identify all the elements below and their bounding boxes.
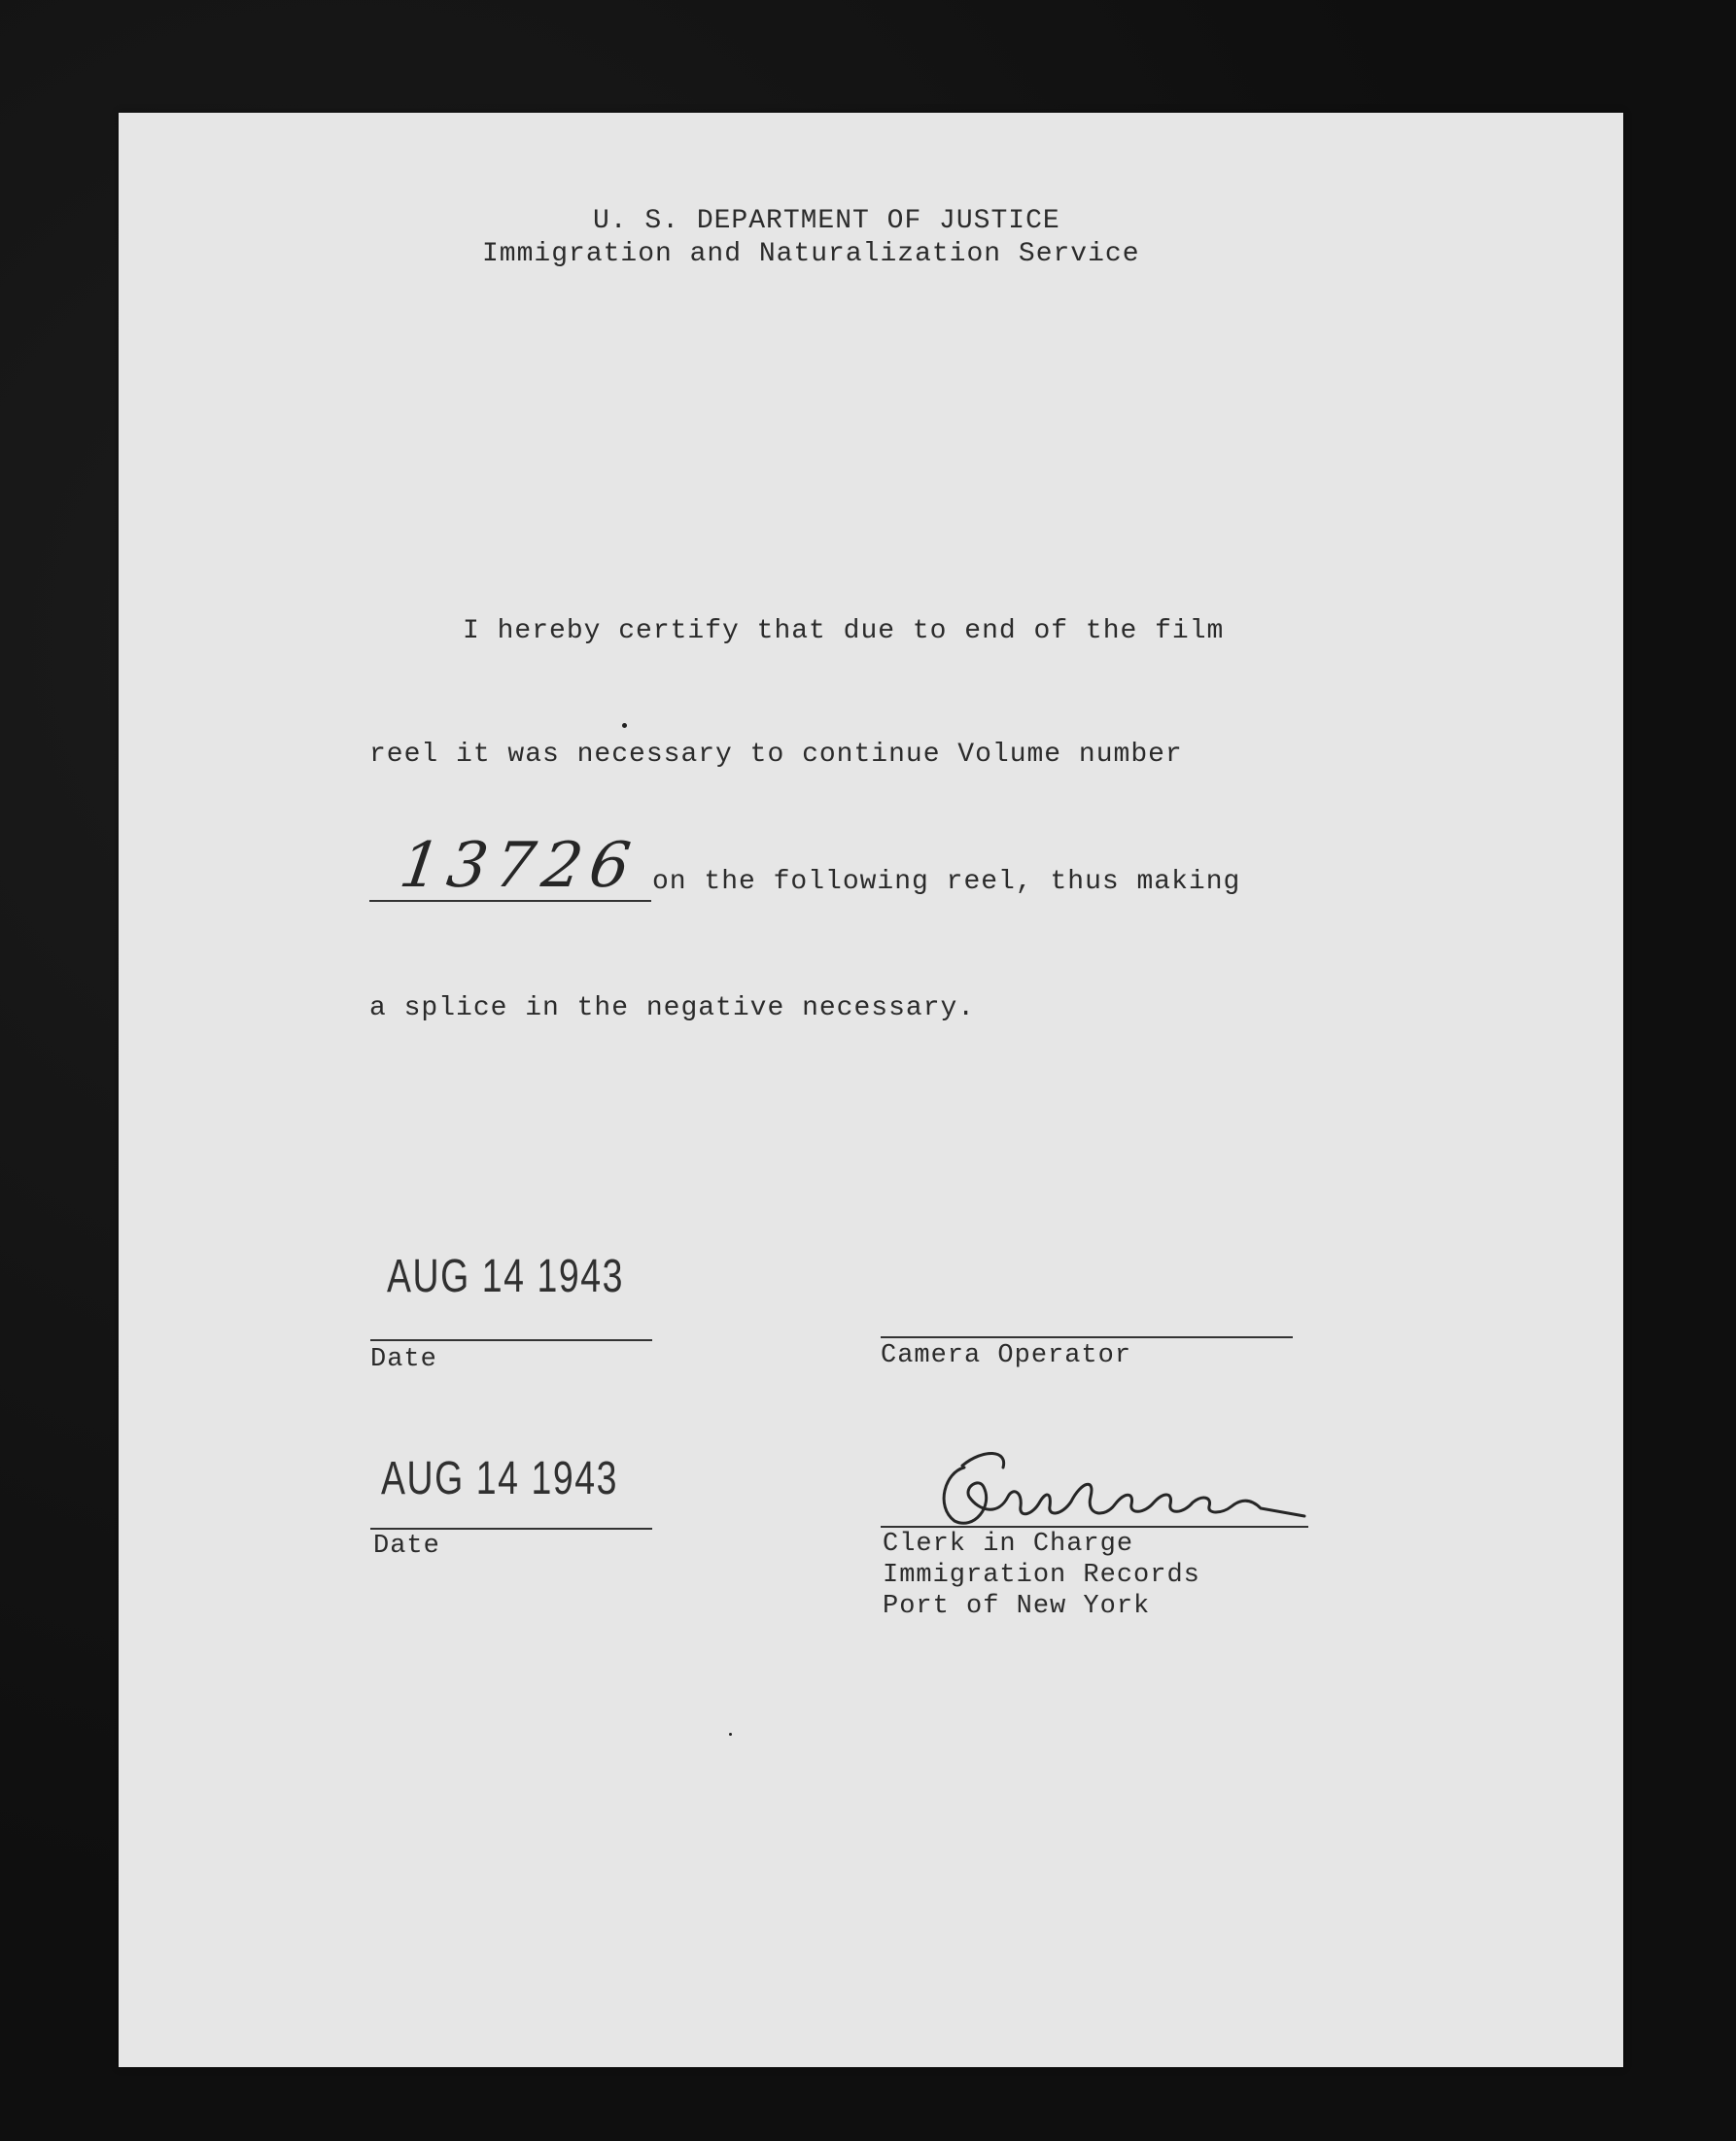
date-stamp-2: AUG 14 1943: [381, 1453, 619, 1504]
date-stamp-1: AUG 14 1943: [387, 1251, 625, 1302]
ink-speck: [729, 1733, 732, 1736]
camera-operator-label: Camera Operator: [881, 1341, 1132, 1370]
certification-line-4: a splice in the negative necessary.: [369, 993, 976, 1023]
date-1-label: Date: [370, 1345, 437, 1374]
camera-operator-signature-line: [881, 1336, 1293, 1338]
clerk-signature-line: [881, 1526, 1308, 1528]
clerk-location-label: Port of New York: [883, 1592, 1151, 1621]
department-heading: U. S. DEPARTMENT OF JUSTICE: [593, 206, 1060, 236]
certification-line-3: on the following reel, thus making: [652, 867, 1241, 897]
date-2-label: Date: [373, 1532, 440, 1561]
document-page: [119, 113, 1623, 2067]
clerk-department-label: Immigration Records: [883, 1561, 1200, 1590]
service-heading: Immigration and Naturalization Service: [482, 239, 1140, 269]
certification-line-1: I hereby certify that due to end of the film: [463, 616, 1225, 646]
ink-speck: [622, 723, 627, 728]
volume-number-blank-line: [369, 900, 651, 902]
date-1-signature-line: [370, 1339, 652, 1341]
clerk-title-label: Clerk in Charge: [883, 1530, 1134, 1559]
date-2-signature-line: [370, 1528, 652, 1530]
volume-number-handwritten: 13726: [395, 830, 642, 902]
certification-line-2: reel it was necessary to continue Volume number: [369, 740, 1183, 770]
